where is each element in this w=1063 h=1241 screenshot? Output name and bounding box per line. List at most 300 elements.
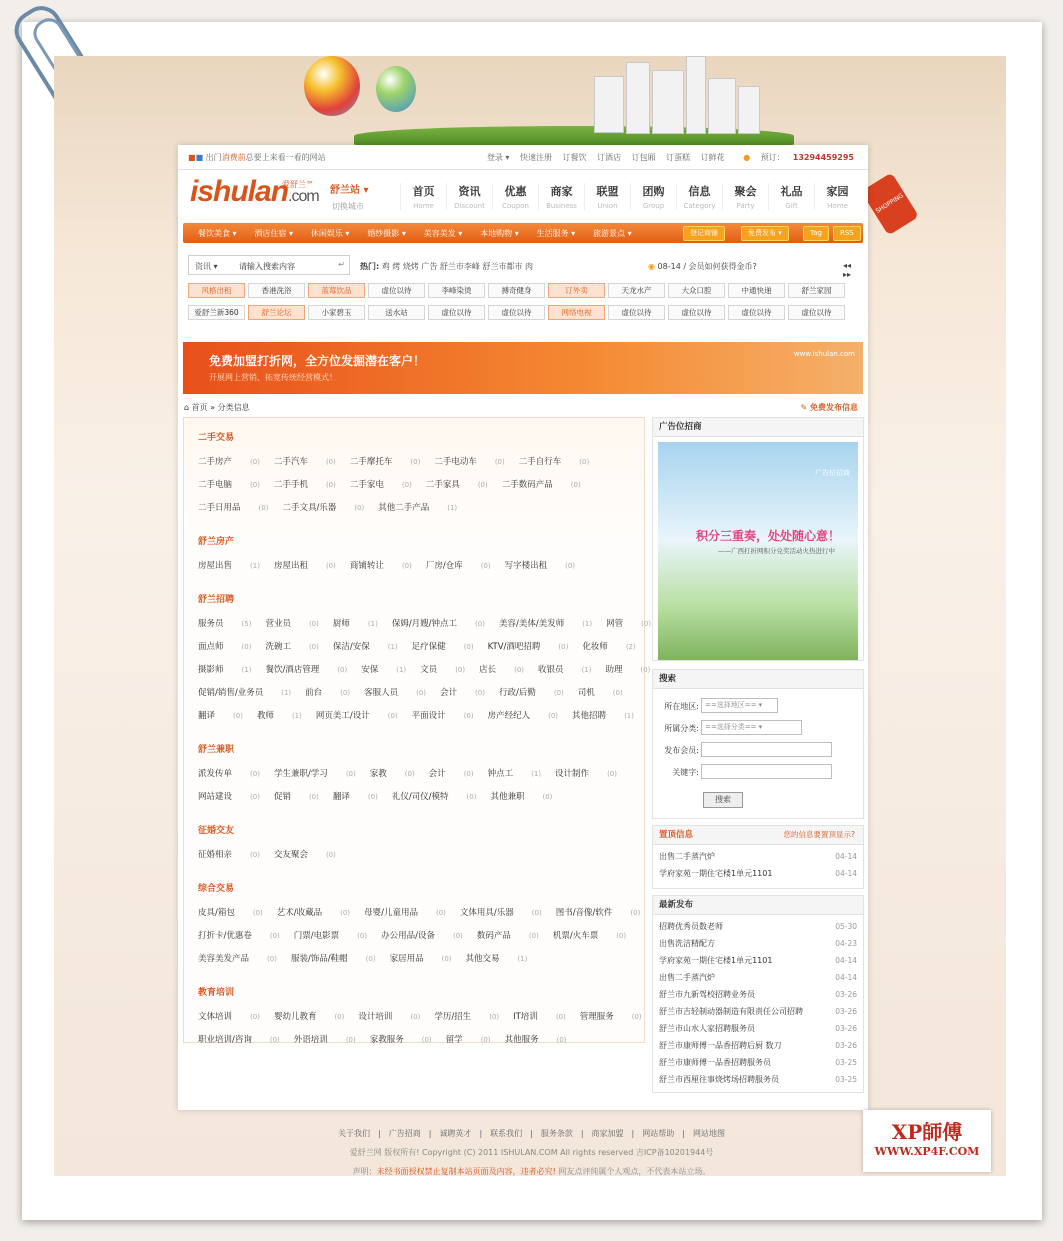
building-decoration <box>708 78 736 134</box>
shop-tag[interactable]: 虚位以待 <box>728 305 785 320</box>
register-shop-button[interactable]: 登记商铺 <box>683 226 725 241</box>
nav-item-label: 联盟 <box>596 185 619 198</box>
category-count: (1) <box>387 643 398 651</box>
category-link[interactable] <box>605 665 650 675</box>
category-link[interactable] <box>392 619 485 629</box>
nav-item-label: 资讯 <box>458 185 481 198</box>
order-food-link[interactable]: 订餐饮 <box>562 153 587 162</box>
keyword-input[interactable] <box>701 764 832 779</box>
tag-button[interactable]: Tag <box>803 226 829 241</box>
category-link[interactable] <box>578 688 623 698</box>
category-link[interactable] <box>265 642 318 652</box>
shop-tag[interactable]: 虚位以待 <box>668 305 725 320</box>
building-decoration <box>738 86 760 134</box>
category-count: (0) <box>531 909 542 917</box>
footer-link[interactable]: 联系我们 <box>490 1129 523 1138</box>
footer-link[interactable]: 广告招商 <box>388 1129 421 1138</box>
declaration: 声明：未经书面授权禁止复制本站页面及内容，违者必究! 网友点评纯属个人观点，不代表本站立场。 <box>352 1167 711 1176</box>
category-count: (0) <box>340 689 351 697</box>
category-link-label: 钟点工 <box>487 769 514 779</box>
category-link[interactable] <box>519 457 589 467</box>
site-logo[interactable]: ishulan.com <box>190 175 319 208</box>
ad-subtitle: ——广西打折网积分兑奖活动火热进行中 <box>718 547 835 555</box>
category-count: (0) <box>558 643 569 651</box>
shop-tag[interactable]: 大众口腔 <box>668 283 725 298</box>
category-link-label: 房产经纪人 <box>487 711 531 721</box>
category-link-label: 二手家电 <box>349 480 384 490</box>
category-link[interactable] <box>378 503 457 513</box>
info-date: 03-26 <box>835 1007 857 1016</box>
ad-image[interactable] <box>658 442 858 660</box>
notice-text: 出门 <box>205 153 222 162</box>
info-list-item[interactable] <box>653 1037 863 1054</box>
search-category-select[interactable]: 资讯 ▾ <box>195 262 218 271</box>
subnav-beauty[interactable]: 美容美发 ▾ <box>423 229 463 238</box>
info-date: 04-14 <box>835 869 857 878</box>
category-count: (0) <box>241 643 252 651</box>
category-link[interactable] <box>477 931 539 941</box>
nav-item-sublabel: Coupon <box>502 202 529 210</box>
info-list-item[interactable] <box>653 1054 863 1071</box>
category-count: (1) <box>624 712 634 720</box>
subnav-travel[interactable]: 旅游景点 ▾ <box>593 229 632 238</box>
nav-item[interactable] <box>538 183 584 210</box>
footer-divider: | <box>479 1129 483 1138</box>
category-link[interactable] <box>198 457 260 467</box>
register-link[interactable]: 快速注册 <box>519 153 552 162</box>
info-title: 舒兰市康师傅一品香招聘后厨 数刀 <box>659 1041 782 1050</box>
category-link[interactable] <box>370 1035 432 1045</box>
category-link[interactable] <box>505 561 575 571</box>
category-link[interactable] <box>277 908 350 918</box>
category-link[interactable] <box>364 908 446 918</box>
rss-button[interactable]: RSS <box>833 226 861 241</box>
category-link[interactable] <box>198 792 260 802</box>
info-list-item[interactable] <box>653 935 863 952</box>
category-count: (0) <box>308 643 319 651</box>
nav-item[interactable] <box>722 183 768 210</box>
category-link-label: 安保 <box>361 665 379 675</box>
category-link[interactable] <box>198 561 260 571</box>
category-row <box>198 478 595 490</box>
shop-tag[interactable]: 虚位以待 <box>788 305 845 320</box>
building-decoration <box>686 56 706 134</box>
category-count: (0) <box>250 481 260 489</box>
category-count: (0) <box>553 689 564 697</box>
category-title[interactable]: 舒兰房产 <box>198 537 235 547</box>
category-link-label: 留学 <box>445 1035 463 1045</box>
shop-tag[interactable]: 小家碧玉 <box>308 305 365 320</box>
category-count: (1) <box>447 504 458 512</box>
shop-tag[interactable]: 网络电视 <box>548 305 605 320</box>
category-link-label: 数码产品 <box>476 931 511 941</box>
category-link[interactable] <box>198 619 251 629</box>
category-link-label: 网站建设 <box>198 792 233 802</box>
category-link[interactable] <box>440 688 485 698</box>
footer-link[interactable]: 服务条款 <box>540 1129 573 1138</box>
category-count: (0) <box>267 955 277 963</box>
shop-tag[interactable]: 订外卖 <box>548 283 605 298</box>
join-banner[interactable] <box>183 342 863 394</box>
shop-tag[interactable]: 爱舒兰新360 <box>188 305 245 320</box>
category-link[interactable] <box>381 931 463 941</box>
info-title: 招聘优秀员数老师 <box>659 922 723 931</box>
free-post-link[interactable]: ✎ 免费发布信息 <box>800 403 858 412</box>
category-link-label: 图书/音像/软件 <box>555 908 613 918</box>
category-count: (0) <box>528 932 539 940</box>
category-count: (0) <box>357 932 368 940</box>
category-link[interactable] <box>434 1012 499 1022</box>
nav-item-label: 家园 <box>826 185 849 198</box>
category-row <box>198 501 471 513</box>
free-publish-button[interactable]: 免费发布 ▾ <box>741 226 789 241</box>
category-title[interactable]: 综合交易 <box>198 884 235 894</box>
category-link[interactable] <box>198 665 251 675</box>
category-count: (0) <box>269 1036 280 1044</box>
category-link[interactable] <box>198 642 251 652</box>
search-submit-icon[interactable]: ↵ <box>338 260 345 269</box>
category-title[interactable]: 教育培训 <box>198 988 235 998</box>
category-count: (0) <box>365 955 376 963</box>
nav-item[interactable] <box>446 183 492 210</box>
category-link-label: 促销 <box>273 792 291 802</box>
shop-tag[interactable]: 舒兰论坛 <box>248 305 305 320</box>
area-select[interactable]: ==选择地区== ▾ <box>701 698 778 713</box>
category-link[interactable] <box>274 480 336 490</box>
nav-item-label: 首页 <box>412 185 435 198</box>
category-count: (0) <box>250 1013 260 1021</box>
category-link-label: 皮具/箱包 <box>198 908 235 918</box>
category-link[interactable] <box>499 619 592 629</box>
subnav-food[interactable]: 餐饮美食 ▾ <box>198 229 237 238</box>
category-link[interactable] <box>274 792 319 802</box>
category-count: (0) <box>463 770 474 778</box>
category-link[interactable] <box>488 769 541 779</box>
category-count: (5) <box>241 620 252 628</box>
top-bar <box>178 145 868 170</box>
category-link[interactable] <box>333 792 378 802</box>
category-title[interactable]: 舒兰兼职 <box>198 745 235 755</box>
category-link-label: 平面设计 <box>411 711 446 721</box>
category-count: (0) <box>452 932 463 940</box>
order-room-link[interactable]: 订包厢 <box>631 153 656 162</box>
shop-tag[interactable]: 风格出租 <box>188 283 245 298</box>
shop-tag[interactable]: 天龙水产 <box>608 283 665 298</box>
category-link[interactable] <box>420 665 465 675</box>
category-link[interactable] <box>294 1035 356 1045</box>
category-link-label: 厂房/仓库 <box>425 561 463 571</box>
category-count: (0) <box>325 851 336 859</box>
category-link[interactable] <box>538 665 591 675</box>
search-box-title: 搜索 <box>653 670 863 689</box>
login-link[interactable]: 登录 ▾ <box>486 153 510 162</box>
search-input[interactable] <box>188 255 350 275</box>
category-title[interactable]: 二手交易 <box>198 433 235 443</box>
category-link[interactable] <box>555 769 617 779</box>
category-count: (0) <box>579 458 590 466</box>
category-count: (2) <box>625 643 636 651</box>
order-cake-link[interactable]: 订蛋糕 <box>666 153 691 162</box>
category-select[interactable]: ==选择分类== ▾ <box>701 720 802 735</box>
shop-tag[interactable]: 蓝莓饮品 <box>308 283 365 298</box>
nav-item[interactable] <box>630 183 676 210</box>
category-link-label: 其他服务 <box>504 1035 539 1045</box>
building-decoration <box>594 76 624 133</box>
category-link[interactable] <box>390 954 452 964</box>
category-count: (0) <box>514 666 525 674</box>
balloon-icon <box>376 66 416 112</box>
category-link[interactable] <box>198 1035 280 1045</box>
footer-link[interactable]: 关于我们 <box>338 1129 371 1138</box>
shop-tag[interactable]: 香港洗浴 <box>248 283 305 298</box>
info-list-item[interactable] <box>653 918 863 935</box>
category-link[interactable] <box>479 665 524 675</box>
category-link-label: 办公用品/设备 <box>381 931 435 941</box>
category-link[interactable] <box>513 1012 566 1022</box>
nav-item-label: 信息 <box>688 185 711 198</box>
category-link-label: 职业培训/咨询 <box>198 1035 252 1045</box>
keyword-label: 关键字: <box>672 768 699 777</box>
category-link-label: 足疗保健 <box>411 642 446 652</box>
info-title: 出售二手蒸汽炉 <box>659 852 715 861</box>
category-link[interactable] <box>426 561 491 571</box>
footer-link[interactable]: 网站帮助 <box>642 1129 675 1138</box>
category-link-label: 化妆师 <box>582 642 608 652</box>
info-title: 出售洗洁精配方 <box>659 939 715 948</box>
shop-tag[interactable]: 李峰染烫 <box>428 283 485 298</box>
category-link[interactable] <box>282 503 364 513</box>
category-link-label: 二手房产 <box>198 457 233 467</box>
shop-tag[interactable]: 虚位以待 <box>428 305 485 320</box>
subnav-service[interactable]: 生活服务 ▾ <box>536 229 576 238</box>
category-link-label: 学生兼职/学习 <box>273 769 328 779</box>
category-link[interactable] <box>198 769 260 779</box>
category-link[interactable] <box>333 619 378 629</box>
category-link[interactable] <box>429 769 474 779</box>
home-icon: ⌂ <box>184 403 190 412</box>
category-count: (0) <box>435 909 446 917</box>
category-link[interactable] <box>274 561 336 571</box>
balloon-icon <box>304 56 360 116</box>
category-link[interactable] <box>434 457 504 467</box>
footer-divider: | <box>378 1129 381 1138</box>
order-hotel-link[interactable]: 订酒店 <box>597 153 622 162</box>
shop-tag[interactable]: 虚位以待 <box>488 305 545 320</box>
category-link[interactable] <box>553 931 626 941</box>
subnav-shopping[interactable]: 本地购物 ▾ <box>480 229 519 238</box>
info-list-item[interactable] <box>653 969 863 986</box>
category-link-label: 服装/饰品/鞋帽 <box>290 954 348 964</box>
category-link[interactable] <box>274 769 356 779</box>
subnav-wedding[interactable]: 婚纱摄影 ▾ <box>367 229 406 238</box>
info-date: 03-25 <box>835 1058 857 1067</box>
main-nav <box>400 183 860 211</box>
category-count: (0) <box>630 909 641 917</box>
ad-box-title: 广告位招商 <box>653 418 863 437</box>
category-link[interactable] <box>198 1012 260 1022</box>
category-link-label: 家教 <box>369 769 387 779</box>
category-link[interactable] <box>265 665 347 675</box>
category-link-label: 房屋出租 <box>273 561 308 571</box>
category-link[interactable] <box>392 792 477 802</box>
footer-link[interactable]: 诚聘英才 <box>439 1129 472 1138</box>
info-list-item[interactable] <box>653 952 863 969</box>
category-link[interactable] <box>466 954 528 964</box>
side-search-button[interactable]: 搜索 <box>703 792 743 808</box>
category-link[interactable] <box>291 954 376 964</box>
category-link[interactable] <box>460 908 542 918</box>
category-link[interactable] <box>488 711 558 721</box>
category-link[interactable] <box>582 642 635 652</box>
info-title: 学府家苑一期住宅楼1单元1101 <box>659 869 773 878</box>
category-link[interactable] <box>350 480 412 490</box>
category-link-label: 二手自行车 <box>518 457 562 467</box>
category-row <box>198 767 631 779</box>
phone-number: 13294459295 <box>792 153 854 162</box>
shop-tag[interactable]: 虚位以待 <box>368 283 425 298</box>
category-link[interactable] <box>556 908 641 918</box>
category-link[interactable] <box>426 480 488 490</box>
nav-item[interactable] <box>584 183 630 210</box>
category-link[interactable] <box>198 711 243 721</box>
category-count: (0) <box>345 1036 356 1044</box>
category-link[interactable] <box>316 711 398 721</box>
category-row <box>198 906 654 918</box>
category-link-label: 二手汽车 <box>273 457 308 467</box>
subnav-hotel[interactable]: 酒店住宿 ▾ <box>254 229 293 238</box>
info-list-item[interactable] <box>653 865 863 882</box>
nav-item[interactable] <box>400 183 446 210</box>
info-list-item[interactable] <box>653 1003 863 1020</box>
info-list-item[interactable] <box>653 1020 863 1037</box>
category-count: (0) <box>340 909 351 917</box>
category-count: (0) <box>416 689 427 697</box>
category-link[interactable] <box>294 931 367 941</box>
category-link[interactable] <box>361 665 406 675</box>
category-count: (1) <box>531 770 542 778</box>
category-row <box>198 617 665 629</box>
announcement-nav-icon[interactable]: ◂◂ ▸▸ <box>843 261 852 279</box>
shop-tag[interactable]: 舒兰家园 <box>788 283 845 298</box>
category-count: (0) <box>421 1036 432 1044</box>
category-link[interactable] <box>350 561 412 571</box>
category-link[interactable] <box>446 1035 491 1045</box>
footer-link[interactable]: 商家加盟 <box>591 1129 624 1138</box>
shop-tag[interactable]: 虚位以待 <box>608 305 665 320</box>
banner-url: www.ishulan.com <box>793 350 855 358</box>
banner-title: 免费加盟打折网，全方位发掘潜在客户！ <box>209 354 426 368</box>
nav-item[interactable] <box>814 183 860 210</box>
building-decoration <box>626 62 650 134</box>
category-link-label: 文体培训 <box>198 1012 233 1022</box>
info-list-item[interactable] <box>653 986 863 1003</box>
area-label: 所在地区: <box>664 702 699 711</box>
subnav-leisure[interactable]: 休闲娱乐 ▾ <box>310 229 350 238</box>
footer-divider: | <box>580 1129 584 1138</box>
category-count: (0) <box>269 932 280 940</box>
category-link[interactable] <box>198 931 280 941</box>
city-name: 舒兰站 ▾ <box>330 185 369 196</box>
category-nav <box>183 223 863 243</box>
switch-city-link[interactable]: 切换城市 <box>332 202 364 211</box>
category-link[interactable] <box>606 619 651 629</box>
top-info-title: 置顶信息 您的信息要置顶显示? <box>653 826 863 845</box>
info-list-item[interactable] <box>653 1071 863 1088</box>
category-link[interactable] <box>488 642 569 652</box>
nav-item[interactable] <box>676 183 722 210</box>
category-link-label: 礼仪/司仪/模特 <box>391 792 449 802</box>
category-link[interactable] <box>257 711 302 721</box>
category-link[interactable] <box>580 1012 642 1022</box>
category-link[interactable] <box>265 619 318 629</box>
search-placeholder: 请输入搜索内容 <box>239 262 295 271</box>
order-flower-link[interactable]: 订鲜花 <box>700 153 725 162</box>
category-link[interactable] <box>274 1012 344 1022</box>
category-link[interactable] <box>502 480 581 490</box>
category-link[interactable] <box>412 642 474 652</box>
category-title[interactable]: 征婚交友 <box>198 826 235 836</box>
category-link[interactable] <box>198 503 268 513</box>
category-link-label: 管理服务 <box>579 1012 614 1022</box>
category-link[interactable] <box>198 908 263 918</box>
category-link-label: 洗碗工 <box>265 642 291 652</box>
nav-item-label: 团购 <box>642 185 665 198</box>
shop-tag[interactable]: 中通快递 <box>728 283 785 298</box>
category-link[interactable] <box>198 954 277 964</box>
shop-tags <box>188 283 860 327</box>
category-title[interactable]: 舒兰招聘 <box>198 595 235 605</box>
category-link[interactable] <box>274 457 336 467</box>
footer-divider: | <box>530 1129 533 1138</box>
category-link-label: 前台 <box>305 688 323 698</box>
category-link[interactable] <box>198 850 260 860</box>
category-link[interactable] <box>350 457 420 467</box>
nav-item-sublabel: Union <box>597 202 618 210</box>
top-info-hint[interactable]: 您的信息要置顶显示? <box>783 830 855 839</box>
category-link[interactable] <box>364 688 426 698</box>
category-link[interactable] <box>333 642 398 652</box>
category-link[interactable] <box>358 1012 420 1022</box>
hot-keyword-list[interactable]: 鸡 烤 烧烤 广告 舒兰市李峰 舒兰市都市 肉 <box>381 262 534 271</box>
info-list-item[interactable] <box>653 848 863 865</box>
shop-tag[interactable]: 送水站 <box>368 305 425 320</box>
latest-box <box>652 895 864 1093</box>
category-link-label: 商铺转让 <box>349 561 384 571</box>
category-count: (0) <box>337 666 348 674</box>
category-link[interactable] <box>572 711 634 721</box>
category-count: (0) <box>308 793 319 801</box>
category-link[interactable] <box>499 688 564 698</box>
nav-item[interactable] <box>768 183 814 210</box>
shop-tag[interactable]: 搏奇健身 <box>488 283 545 298</box>
nav-item[interactable] <box>492 183 538 210</box>
category-link[interactable] <box>412 711 474 721</box>
category-link[interactable] <box>274 850 336 860</box>
category-link[interactable] <box>370 769 415 779</box>
category-link[interactable] <box>198 688 291 698</box>
category-count: (0) <box>308 620 319 628</box>
category-link[interactable] <box>305 688 350 698</box>
member-input[interactable] <box>701 742 832 757</box>
category-row <box>198 640 650 652</box>
footer-divider: | <box>428 1129 432 1138</box>
announcement[interactable]: ◉ 08-14 / 会员如何获得金币? ◂◂ ▸▸ <box>648 261 852 279</box>
category-link[interactable] <box>505 1035 567 1045</box>
footer-link[interactable]: 网站地图 <box>692 1129 725 1138</box>
category-link[interactable] <box>490 792 552 802</box>
category-row <box>198 929 640 941</box>
category-link[interactable] <box>198 480 260 490</box>
